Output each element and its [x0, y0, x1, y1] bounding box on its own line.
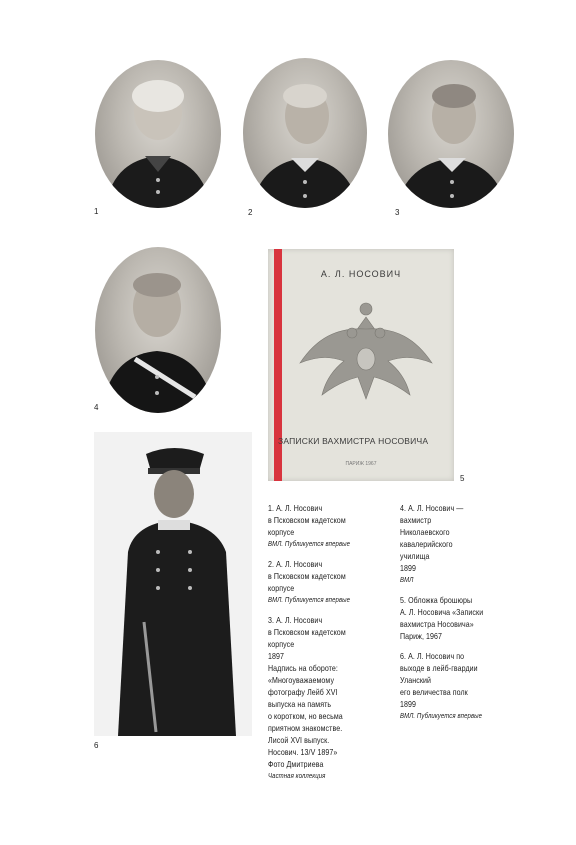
book-author: А. Л. НОСОВИЧ	[320, 269, 402, 279]
caption-3-line: приятном знакомстве.	[268, 724, 343, 733]
caption-2-line: в Псковском кадетском	[268, 572, 346, 581]
caption-3-line: 3. А. Л. Носович	[268, 616, 323, 625]
figure-number-6: 6	[94, 741, 99, 750]
caption-5-line: вахмистра Носовича»	[400, 620, 474, 629]
caption-3-line: выпуска на память	[268, 700, 332, 709]
portrait-photo-4	[95, 247, 221, 413]
caption-2-line: 2. А. Л. Носович	[268, 560, 323, 569]
caption-4-line: вахмистр	[400, 516, 432, 525]
caption-1-line: 1. А. Л. Носович	[268, 504, 323, 513]
caption-1-source: ВМЛ. Публикуется впервые	[268, 541, 351, 548]
caption-1-line: корпусе	[268, 528, 295, 537]
caption-5-line: Париж, 1967	[400, 632, 443, 641]
caption-3-line: в Псковском кадетском	[268, 628, 346, 637]
caption-4-line: Николаевского	[400, 528, 450, 537]
caption-2-line: корпусе	[268, 584, 295, 593]
caption-1-line: в Псковском кадетском	[268, 516, 346, 525]
caption-3-source: Частная коллекция	[268, 773, 326, 780]
caption-6-source: ВМЛ. Публикуется впервые	[400, 713, 483, 720]
caption-6-line: 1899	[400, 700, 417, 709]
caption-6-line: выходе в лейб-гвардии	[400, 664, 478, 673]
full-length-portrait-photo-6	[94, 432, 252, 736]
caption-4-line: 1899	[400, 564, 417, 573]
caption-3-line: корпусе	[268, 640, 295, 649]
caption-column-right	[400, 503, 483, 723]
figure-number-1: 1	[94, 207, 99, 216]
figure-number-3: 3	[395, 208, 400, 217]
caption-5-line: 5. Обложка брошюры	[400, 596, 473, 605]
caption-4-line: 4. А. Л. Носович —	[400, 504, 464, 513]
caption-6-line: его величества полк	[400, 688, 468, 697]
caption-4-line: училища	[400, 552, 430, 561]
caption-3-line: о коротком, но весьма	[268, 712, 343, 721]
caption-5-line: А. Л. Носовича «Записки	[400, 608, 484, 617]
caption-column-left	[268, 503, 350, 783]
caption-4-source: ВМЛ	[400, 577, 414, 584]
book-title: ЗАПИСКИ ВАХМИСТРА НОСОВИЧА	[278, 436, 429, 446]
caption-3-line: Надпись на обороте:	[268, 664, 338, 673]
double-headed-eagle-emblem	[296, 299, 436, 409]
figure-number-2: 2	[248, 208, 253, 217]
book-cover-photo	[268, 249, 454, 481]
caption-3-line: Фото Дмитриева	[268, 760, 324, 769]
portrait-photo-2	[243, 58, 367, 208]
caption-6-line: 6. А. Л. Носович по	[400, 652, 465, 661]
portrait-photo-3	[388, 60, 514, 208]
book-publisher: ПАРИЖ 1967	[345, 461, 377, 467]
caption-4-line: кавалерийского	[400, 540, 453, 549]
caption-3-line: Носович. 13/V 1897»	[268, 748, 338, 757]
caption-3-line: фотографу Лейб XVI	[268, 688, 338, 697]
caption-6-line: Уланский	[400, 676, 432, 685]
portrait-photo-1	[95, 60, 221, 208]
figure-number-4: 4	[94, 403, 99, 412]
caption-2-source: ВМЛ. Публикуется впервые	[268, 597, 351, 604]
book-spine	[274, 249, 282, 481]
figure-number-5: 5	[460, 474, 465, 483]
caption-3-line: 1897	[268, 652, 285, 661]
caption-3-line: «Многоуважаемому	[268, 676, 335, 685]
caption-3-line: Лисой XVI выпуск.	[268, 736, 330, 745]
